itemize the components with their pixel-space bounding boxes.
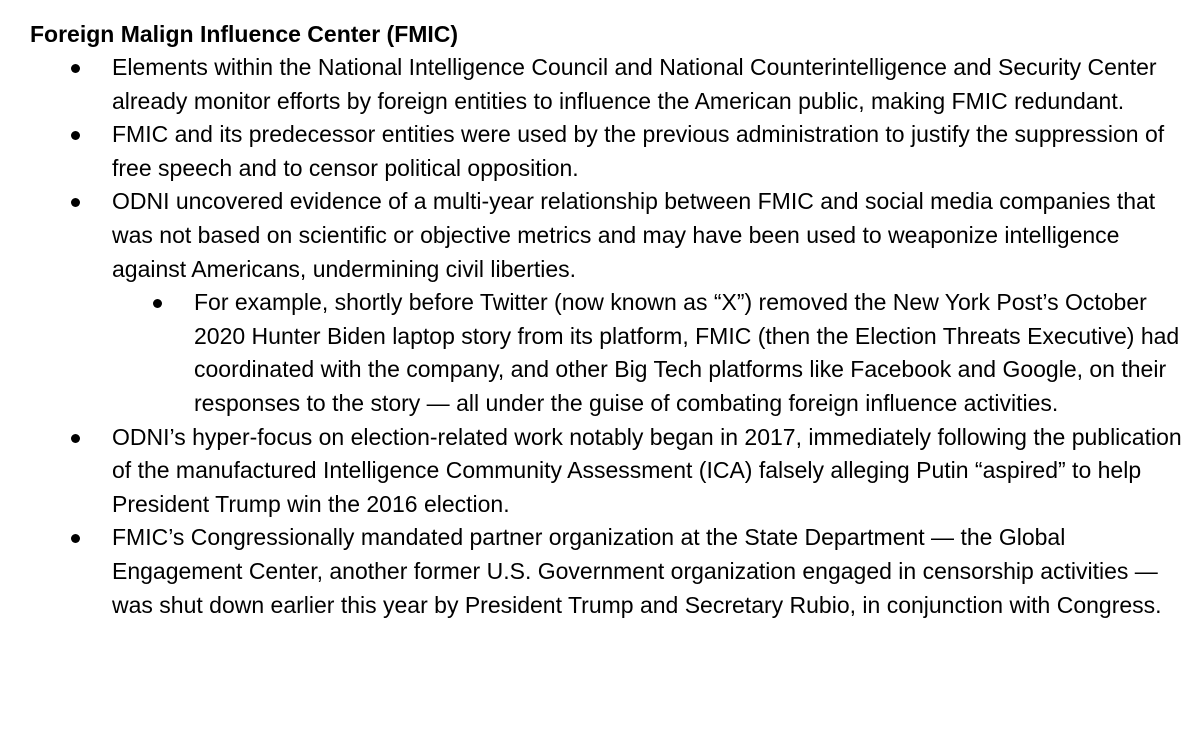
bullet-item-1 bbox=[30, 51, 1199, 118]
bullet-dot-icon bbox=[71, 131, 80, 140]
bullet-dot-icon bbox=[71, 64, 80, 73]
bullet-item-3 bbox=[30, 185, 1199, 420]
bullet-text: FMIC’s Congressionally mandated partner organization at the State Department — the Global Engagement Center, another former U.S. Government organization engaged in censorship activities — was shut down earlier this year by President Trump and Secretary Rubio, in conjunction with Congress. bbox=[112, 524, 1162, 618]
bullet-dot-icon bbox=[71, 198, 80, 207]
bullet-list bbox=[30, 51, 1199, 622]
bullet-text: Elements within the National Intelligence Council and National Counterintelligence and Security Center already monitor efforts by foreign entities to influence the American public, making FMIC redundant. bbox=[112, 54, 1157, 114]
section-heading: Foreign Malign Influence Center (FMIC) bbox=[30, 21, 459, 47]
bullet-item-4 bbox=[30, 421, 1199, 522]
bullet-dot-icon bbox=[71, 434, 80, 443]
bullet-text: ODNI uncovered evidence of a multi-year relationship between FMIC and social media companies that was not based on scientific or objective metrics and may have been used to weaponize intelligence against Americans, undermining civil liberties. bbox=[112, 188, 1156, 282]
bullet-item-5 bbox=[30, 521, 1199, 622]
bullet-text: FMIC and its predecessor entities were used by the previous administration to justify the suppression of free speech and to censor political opposition. bbox=[112, 121, 1165, 181]
bullet-dot-icon bbox=[153, 299, 162, 308]
bullet-text: ODNI’s hyper-focus on election-related work notably began in 2017, immediately following the publication of the manufactured Intelligence Community Assessment (ICA) falsely alleging Putin “aspired” to help President Trump win the 2016 election. bbox=[112, 423, 1182, 517]
sub-bullet-item-1 bbox=[112, 286, 1199, 420]
sub-bullet-list bbox=[112, 286, 1199, 420]
bullet-item-2 bbox=[30, 118, 1199, 185]
sub-bullet-text: For example, shortly before Twitter (now known as “X”) removed the New York Post’s October 2020 Hunter Biden laptop story from its platform, FMIC (then the Election Threats Executive) had coordinated with the company, and other Big Tech platforms like Facebook and Google, on their responses to the story — all under the guise of combating foreign influence activities. bbox=[194, 289, 1180, 416]
bullet-dot-icon bbox=[71, 534, 80, 543]
